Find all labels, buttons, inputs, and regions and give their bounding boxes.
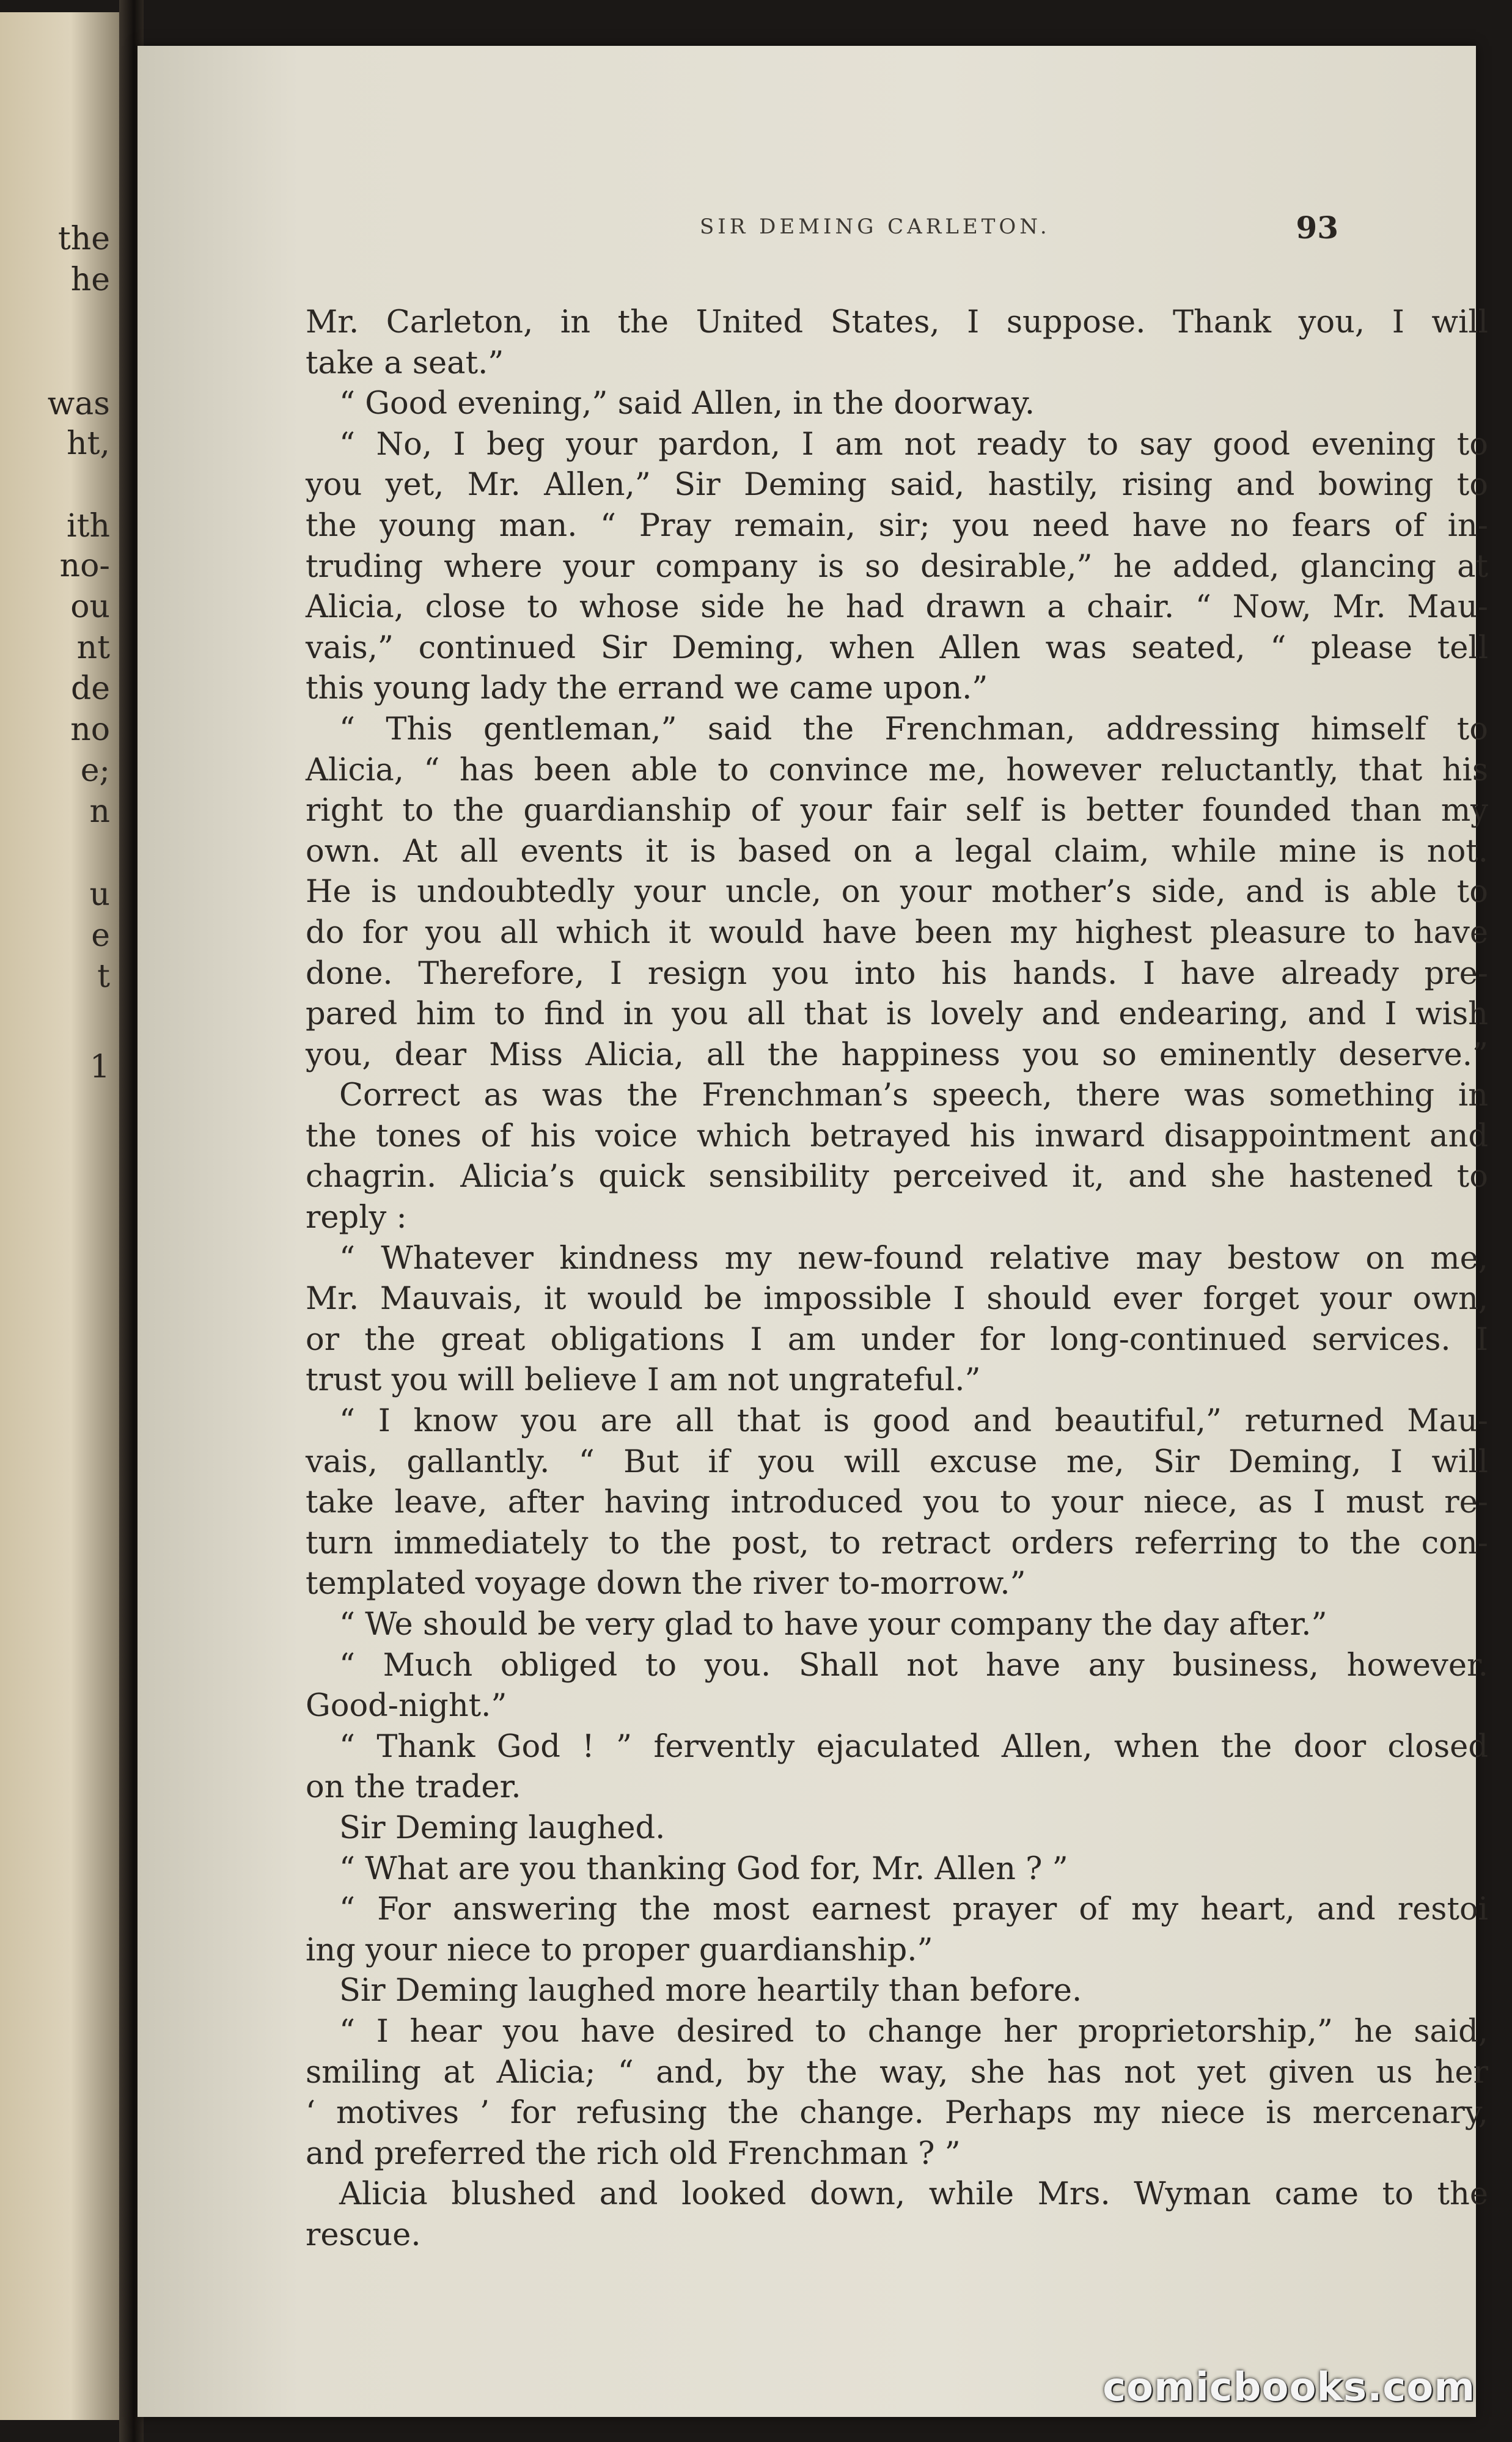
text-line: reply : <box>306 1200 407 1236</box>
text-line: ing your niece to proper guardianship.” <box>306 1932 933 1968</box>
text-line: “ No, I beg your pardon, I am not ready to say good evening to <box>339 426 1488 463</box>
text-line: pared him to find in you all that is lovely and endearing, and I wish <box>306 996 1488 1033</box>
text-line: Sir Deming laughed. <box>339 1810 666 1846</box>
text-line: truding where your company is so desirable,” he added, glancing at <box>306 548 1488 585</box>
left-page-fragment: ht, <box>67 425 110 462</box>
text-line: own. At all events it is based on a legal claim, while mine is not. <box>306 833 1488 870</box>
text-line: take leave, after having introduced you to your niece, as I must re- <box>306 1484 1488 1521</box>
site-watermark: comicbooks.com <box>1103 2365 1475 2410</box>
left-page-fragment: 1 <box>89 1049 110 1085</box>
page-number: 93 <box>1296 210 1338 246</box>
text-line: or the great obligations I am under for long-continued services. I <box>306 1321 1488 1358</box>
left-page-fragment: e <box>91 917 110 954</box>
text-line: smiling at Alicia; “ and, by the way, she has not yet given us her <box>306 2054 1488 2091</box>
text-line: ‘ motives ’ for refusing the change. Perhaps my niece is mercenary, <box>306 2095 1488 2132</box>
left-page-fragment: no- <box>59 548 110 584</box>
left-page-fragment: e; <box>80 752 110 789</box>
text-line: take a seat.” <box>306 345 504 381</box>
text-line: vais, gallantly. “ But if you will excuse me, Sir Deming, I will <box>306 1443 1488 1480</box>
text-line: He is undoubtedly your uncle, on your mother’s side, and is able to <box>306 874 1488 911</box>
text-line: “ What are you thanking God for, Mr. Allen ? ” <box>339 1850 1068 1887</box>
text-line: the tones of his voice which betrayed his inward disappointment and <box>306 1118 1488 1154</box>
text-line: Alicia blushed and looked down, while Mrs. Wyman came to the <box>339 2176 1488 2213</box>
text-line: you yet, Mr. Allen,” Sir Deming said, hastily, rising and bowing to <box>306 467 1488 504</box>
left-page-fragment: ou <box>70 588 110 625</box>
text-line: Alicia, close to whose side he had drawn a chair. “ Now, Mr. Mau- <box>306 589 1488 626</box>
left-page-fragment: ith <box>66 508 110 544</box>
text-line: vais,” continued Sir Deming, when Allen was seated, “ please tell <box>306 629 1488 666</box>
text-line: chagrin. Alicia’s quick sensibility perceived it, and she hastened to <box>306 1159 1488 1195</box>
text-line: right to the guardianship of your fair self is better founded than my <box>306 793 1488 829</box>
text-line: turn immediately to the post, to retract orders referring to the con- <box>306 1525 1488 1561</box>
left-page-fragment: u <box>89 876 110 913</box>
text-line: do for you all which it would have been my highest pleasure to have <box>306 914 1488 951</box>
text-line: templated voyage down the river to-morrow.” <box>306 1566 1026 1602</box>
text-line: “ Whatever kindness my new-found relative may bestow on me, <box>339 1240 1488 1277</box>
text-line: “ For answering the most earnest prayer of my heart, and restoi <box>339 1891 1488 1928</box>
text-line: “ We should be very glad to have your company the day after.” <box>339 1607 1327 1643</box>
text-line: Mr. Carleton, in the United States, I suppose. Thank you, I will <box>306 304 1488 340</box>
left-page-fragment: he <box>70 262 110 298</box>
text-line: on the trader. <box>306 1769 521 1806</box>
text-line: you, dear Miss Alicia, all the happiness you so eminently deserve.” <box>306 1036 1488 1073</box>
page-header <box>138 210 1476 252</box>
text-line: “ Thank God ! ” fervently ejaculated Allen, when the door closed <box>339 1728 1488 1765</box>
text-line: done. Therefore, I resign you into his hands. I have already pre- <box>306 955 1488 992</box>
left-page-fragment: de <box>70 670 110 707</box>
text-line: the young man. “ Pray remain, sir; you need have no fears of in- <box>306 507 1488 544</box>
body-text <box>306 302 1488 2256</box>
text-line: Correct as was the Frenchman’s speech, there was something in <box>339 1077 1488 1114</box>
text-line: “ Much obliged to you. Shall not have any business, however. <box>339 1647 1488 1684</box>
text-line: rescue. <box>306 2216 421 2253</box>
running-head: SIR DEMING CARLETON. <box>700 215 1051 239</box>
left-page-fragment: nt <box>76 629 110 666</box>
text-line: this young lady the errand we came upon.” <box>306 670 988 707</box>
left-page-edge <box>0 12 128 2420</box>
text-line: “ I know you are all that is good and beautiful,” returned Mau- <box>339 1403 1488 1440</box>
text-line: “ This gentleman,” said the Frenchman, addressing himself to <box>339 711 1488 747</box>
left-page-fragment: was <box>47 386 110 422</box>
text-line: Mr. Mauvais, it would be impossible I should ever forget your own, <box>306 1281 1488 1318</box>
text-line: trust you will believe I am not ungrateful.” <box>306 1362 981 1399</box>
text-line: “ I hear you have desired to change her proprietorship,” he said, <box>339 2013 1488 2050</box>
book-page <box>138 46 1488 2417</box>
text-line: Alicia, “ has been able to convince me, however reluctantly, that his <box>306 752 1488 788</box>
text-line: “ Good evening,” said Allen, in the doorway. <box>339 386 1035 422</box>
left-page-fragment: n <box>89 793 110 830</box>
text-line: Good-night.” <box>306 1688 507 1725</box>
text-line: and preferred the rich old Frenchman ? ” <box>306 2135 961 2172</box>
left-page-fragment: t <box>97 958 110 995</box>
text-line: Sir Deming laughed more heartily than before. <box>339 1973 1082 2009</box>
left-page-fragment: no <box>70 711 110 748</box>
left-page-fragment: the <box>57 221 110 257</box>
